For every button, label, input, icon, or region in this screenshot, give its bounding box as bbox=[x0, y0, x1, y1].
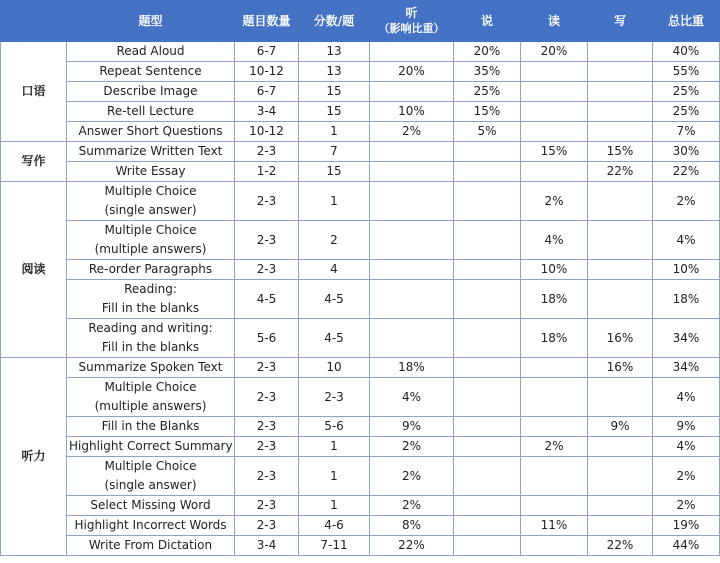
header-total: 总比重 bbox=[653, 1, 720, 42]
table-row bbox=[1, 378, 720, 417]
cell-read: 2% bbox=[521, 182, 588, 221]
cell-read: 15% bbox=[521, 142, 588, 162]
cell-score: 10 bbox=[299, 358, 370, 378]
header-count: 题目数量 bbox=[235, 1, 299, 42]
cell-type bbox=[67, 162, 235, 182]
cell-type bbox=[67, 280, 235, 319]
cell-read bbox=[521, 496, 588, 516]
cell-count: 2-3 bbox=[235, 516, 299, 536]
table-row bbox=[1, 221, 720, 260]
cell-count: 2-3 bbox=[235, 378, 299, 417]
cell-speak bbox=[454, 260, 521, 280]
cell-listen bbox=[370, 42, 454, 62]
cell-total: 2% bbox=[653, 496, 720, 516]
cell-count: 10-12 bbox=[235, 122, 299, 142]
cell-total: 4% bbox=[653, 378, 720, 417]
cell-count: 10-12 bbox=[235, 62, 299, 82]
type-line: Select Missing Word bbox=[90, 498, 211, 512]
cell-write bbox=[588, 102, 653, 122]
table-row bbox=[1, 496, 720, 516]
cell-total: 4% bbox=[653, 221, 720, 260]
table-row bbox=[1, 62, 720, 82]
table-row bbox=[1, 516, 720, 536]
type-line: Write From Dictation bbox=[88, 538, 213, 552]
cell-speak bbox=[454, 437, 521, 457]
table-row bbox=[1, 102, 720, 122]
cell-read: 4% bbox=[521, 221, 588, 260]
type-line: (single answer) bbox=[104, 203, 197, 217]
cell-total: 55% bbox=[653, 62, 720, 82]
table-row bbox=[1, 457, 720, 496]
type-line: Reading and writing: bbox=[88, 321, 213, 335]
cell-type bbox=[67, 496, 235, 516]
cell-speak bbox=[454, 182, 521, 221]
cell-count: 2-3 bbox=[235, 182, 299, 221]
cell-write bbox=[588, 122, 653, 142]
type-line: Multiple Choice bbox=[104, 380, 197, 394]
cell-read bbox=[521, 457, 588, 496]
cell-read bbox=[521, 536, 588, 556]
table-row bbox=[1, 142, 720, 162]
cell-read: 18% bbox=[521, 280, 588, 319]
cell-count: 2-3 bbox=[235, 358, 299, 378]
cell-type bbox=[67, 182, 235, 221]
cell-type bbox=[67, 142, 235, 162]
type-line: Re-tell Lecture bbox=[107, 104, 194, 118]
cell-total: 25% bbox=[653, 82, 720, 102]
cell-listen: 9% bbox=[370, 417, 454, 437]
cell-type bbox=[67, 378, 235, 417]
type-line: Highlight Incorrect Words bbox=[74, 518, 227, 532]
cell-write bbox=[588, 437, 653, 457]
cell-speak bbox=[454, 417, 521, 437]
cell-total: 18% bbox=[653, 280, 720, 319]
cell-count: 3-4 bbox=[235, 536, 299, 556]
table-row bbox=[1, 280, 720, 319]
cell-write bbox=[588, 378, 653, 417]
cell-listen: 2% bbox=[370, 496, 454, 516]
type-line: Re-order Paragraphs bbox=[88, 262, 213, 276]
cell-speak bbox=[454, 319, 521, 358]
cell-type bbox=[67, 417, 235, 437]
cell-write bbox=[588, 62, 653, 82]
cell-read bbox=[521, 82, 588, 102]
cell-write bbox=[588, 221, 653, 260]
cell-type bbox=[67, 82, 235, 102]
type-line: Write Essay bbox=[115, 164, 186, 178]
cell-speak bbox=[454, 358, 521, 378]
type-line: Multiple Choice bbox=[104, 184, 197, 198]
cell-count: 6-7 bbox=[235, 82, 299, 102]
cell-read: 2% bbox=[521, 437, 588, 457]
section-label: 听力 bbox=[1, 358, 67, 556]
header-listen-title: 听 bbox=[405, 6, 418, 20]
cell-score: 13 bbox=[299, 62, 370, 82]
cell-write: 16% bbox=[588, 319, 653, 358]
table-row bbox=[1, 182, 720, 221]
cell-total: 34% bbox=[653, 319, 720, 358]
cell-listen: 4% bbox=[370, 378, 454, 417]
cell-read: 11% bbox=[521, 516, 588, 536]
section-label: 阅读 bbox=[1, 182, 67, 358]
cell-speak: 15% bbox=[454, 102, 521, 122]
cell-type bbox=[67, 62, 235, 82]
cell-count: 2-3 bbox=[235, 221, 299, 260]
cell-count: 2-3 bbox=[235, 417, 299, 437]
cell-total: 30% bbox=[653, 142, 720, 162]
cell-read bbox=[521, 417, 588, 437]
cell-speak: 5% bbox=[454, 122, 521, 142]
table-row bbox=[1, 42, 720, 62]
cell-listen: 2% bbox=[370, 457, 454, 496]
header-score: 分数/题 bbox=[299, 1, 370, 42]
cell-speak bbox=[454, 536, 521, 556]
header-listen-subtitle: （影响比重） bbox=[378, 22, 445, 35]
cell-write bbox=[588, 516, 653, 536]
cell-write bbox=[588, 82, 653, 102]
header-read: 读 bbox=[521, 1, 588, 42]
table-row bbox=[1, 437, 720, 457]
cell-speak bbox=[454, 378, 521, 417]
table-header bbox=[1, 1, 720, 42]
cell-score: 5-6 bbox=[299, 417, 370, 437]
type-line: Fill in the blanks bbox=[101, 301, 200, 315]
cell-read bbox=[521, 62, 588, 82]
cell-write bbox=[588, 42, 653, 62]
cell-score: 1 bbox=[299, 496, 370, 516]
cell-score: 15 bbox=[299, 82, 370, 102]
cell-write bbox=[588, 496, 653, 516]
cell-write: 15% bbox=[588, 142, 653, 162]
cell-speak bbox=[454, 142, 521, 162]
table-body bbox=[1, 42, 720, 556]
table-row bbox=[1, 162, 720, 182]
cell-total: 40% bbox=[653, 42, 720, 62]
cell-total: 4% bbox=[653, 437, 720, 457]
table-row bbox=[1, 122, 720, 142]
cell-write: 22% bbox=[588, 162, 653, 182]
cell-speak bbox=[454, 457, 521, 496]
header-listen bbox=[370, 1, 454, 42]
cell-listen bbox=[370, 221, 454, 260]
cell-total: 22% bbox=[653, 162, 720, 182]
type-line: Repeat Sentence bbox=[99, 64, 202, 78]
cell-listen: 8% bbox=[370, 516, 454, 536]
cell-listen: 2% bbox=[370, 437, 454, 457]
cell-count: 4-5 bbox=[235, 280, 299, 319]
cell-total: 9% bbox=[653, 417, 720, 437]
cell-listen bbox=[370, 260, 454, 280]
table-row bbox=[1, 260, 720, 280]
table-row bbox=[1, 536, 720, 556]
cell-speak: 20% bbox=[454, 42, 521, 62]
cell-type bbox=[67, 42, 235, 62]
cell-read bbox=[521, 358, 588, 378]
cell-listen bbox=[370, 182, 454, 221]
type-line: Answer Short Questions bbox=[78, 124, 223, 138]
cell-listen: 18% bbox=[370, 358, 454, 378]
cell-total: 10% bbox=[653, 260, 720, 280]
cell-score: 1 bbox=[299, 122, 370, 142]
cell-speak bbox=[454, 496, 521, 516]
cell-type bbox=[67, 102, 235, 122]
cell-listen bbox=[370, 162, 454, 182]
cell-speak bbox=[454, 280, 521, 319]
cell-score: 7 bbox=[299, 142, 370, 162]
cell-write bbox=[588, 182, 653, 221]
cell-listen: 10% bbox=[370, 102, 454, 122]
cell-read: 10% bbox=[521, 260, 588, 280]
cell-type bbox=[67, 536, 235, 556]
cell-listen bbox=[370, 82, 454, 102]
type-line: Highlight Correct Summary bbox=[69, 439, 233, 453]
cell-total: 34% bbox=[653, 358, 720, 378]
header-blank bbox=[1, 1, 67, 42]
cell-total: 2% bbox=[653, 457, 720, 496]
type-line: (multiple answers) bbox=[94, 242, 207, 256]
cell-score: 4-5 bbox=[299, 319, 370, 358]
cell-type bbox=[67, 516, 235, 536]
cell-write bbox=[588, 260, 653, 280]
cell-listen bbox=[370, 319, 454, 358]
cell-type bbox=[67, 221, 235, 260]
header-type: 题型 bbox=[67, 1, 235, 42]
cell-total: 44% bbox=[653, 536, 720, 556]
cell-count: 1-2 bbox=[235, 162, 299, 182]
type-line: Summarize Written Text bbox=[78, 144, 223, 158]
cell-write: 22% bbox=[588, 536, 653, 556]
cell-score: 4-6 bbox=[299, 516, 370, 536]
type-line: Describe Image bbox=[103, 84, 198, 98]
cell-type bbox=[67, 260, 235, 280]
cell-type bbox=[67, 437, 235, 457]
cell-count: 2-3 bbox=[235, 260, 299, 280]
cell-read bbox=[521, 102, 588, 122]
cell-type bbox=[67, 319, 235, 358]
cell-speak bbox=[454, 221, 521, 260]
cell-listen: 22% bbox=[370, 536, 454, 556]
cell-type bbox=[67, 457, 235, 496]
type-line: Read Aloud bbox=[116, 44, 185, 58]
cell-total: 7% bbox=[653, 122, 720, 142]
cell-score: 2 bbox=[299, 221, 370, 260]
section-label: 写作 bbox=[1, 142, 67, 182]
cell-count: 6-7 bbox=[235, 42, 299, 62]
cell-write: 16% bbox=[588, 358, 653, 378]
cell-score: 2-3 bbox=[299, 378, 370, 417]
cell-speak bbox=[454, 162, 521, 182]
cell-write bbox=[588, 280, 653, 319]
cell-type bbox=[67, 358, 235, 378]
cell-read bbox=[521, 162, 588, 182]
cell-score: 15 bbox=[299, 162, 370, 182]
cell-score: 1 bbox=[299, 457, 370, 496]
cell-read bbox=[521, 378, 588, 417]
cell-listen bbox=[370, 280, 454, 319]
cell-score: 13 bbox=[299, 42, 370, 62]
cell-count: 3-4 bbox=[235, 102, 299, 122]
table-row bbox=[1, 417, 720, 437]
cell-count: 2-3 bbox=[235, 142, 299, 162]
cell-count: 2-3 bbox=[235, 457, 299, 496]
type-line: (single answer) bbox=[104, 478, 197, 492]
header-write: 写 bbox=[588, 1, 653, 42]
type-line: Reading: bbox=[124, 282, 177, 296]
cell-total: 25% bbox=[653, 102, 720, 122]
type-line: Multiple Choice bbox=[104, 223, 197, 237]
type-line: Fill in the Blanks bbox=[101, 419, 200, 433]
type-line: Multiple Choice bbox=[104, 459, 197, 473]
cell-total: 2% bbox=[653, 182, 720, 221]
cell-read: 20% bbox=[521, 42, 588, 62]
cell-speak: 35% bbox=[454, 62, 521, 82]
table-row bbox=[1, 319, 720, 358]
cell-read: 18% bbox=[521, 319, 588, 358]
cell-count: 5-6 bbox=[235, 319, 299, 358]
cell-score: 15 bbox=[299, 102, 370, 122]
cell-read bbox=[521, 122, 588, 142]
section-label: 口语 bbox=[1, 42, 67, 142]
cell-listen: 20% bbox=[370, 62, 454, 82]
type-line: Summarize Spoken Text bbox=[78, 360, 223, 374]
cell-score: 4 bbox=[299, 260, 370, 280]
table-row bbox=[1, 82, 720, 102]
cell-type bbox=[67, 122, 235, 142]
cell-score: 1 bbox=[299, 437, 370, 457]
cell-total: 19% bbox=[653, 516, 720, 536]
type-line: Fill in the blanks bbox=[101, 340, 200, 354]
type-line: (multiple answers) bbox=[94, 399, 207, 413]
table-row bbox=[1, 358, 720, 378]
cell-write: 9% bbox=[588, 417, 653, 437]
cell-listen bbox=[370, 142, 454, 162]
cell-count: 2-3 bbox=[235, 496, 299, 516]
cell-speak bbox=[454, 516, 521, 536]
cell-count: 2-3 bbox=[235, 437, 299, 457]
header-speak: 说 bbox=[454, 1, 521, 42]
cell-score: 7-11 bbox=[299, 536, 370, 556]
cell-speak: 25% bbox=[454, 82, 521, 102]
cell-write bbox=[588, 457, 653, 496]
cell-score: 4-5 bbox=[299, 280, 370, 319]
cell-score: 1 bbox=[299, 182, 370, 221]
cell-listen: 2% bbox=[370, 122, 454, 142]
